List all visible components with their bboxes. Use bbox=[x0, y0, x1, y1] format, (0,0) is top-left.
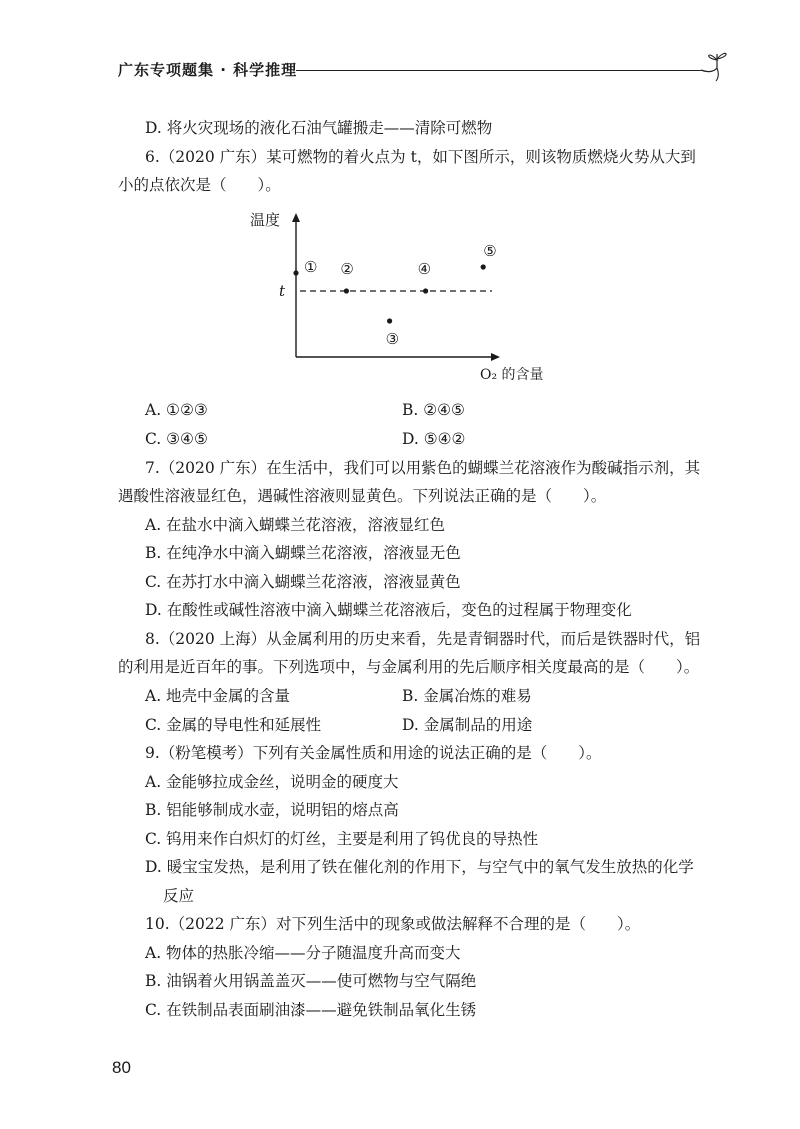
q8-stem-line1: 8.（2020 上海）从金属利用的历史来看，先是青铜器时代，而后是铁器时代，铝 bbox=[145, 630, 701, 648]
sprout-icon bbox=[698, 48, 738, 82]
page-number: 80 bbox=[112, 1058, 131, 1077]
q10-option-c: C. 在铁制品表面刷油漆——避免铁制品氧化生锈 bbox=[145, 1001, 477, 1019]
q7-option-a: A. 在盐水中滴入蝴蝶兰花溶液，溶液显红色 bbox=[145, 516, 446, 534]
q8-option-d: D. 金属制品的用途 bbox=[402, 716, 533, 734]
graph-threshold-label: t bbox=[279, 282, 286, 300]
q9-option-d-line1: D. 暖宝宝发热，是利用了铁在催化剂的作用下，与空气中的氧气发生放热的化学 bbox=[145, 858, 694, 876]
q8-option-b: B. 金属冶炼的难易 bbox=[402, 687, 532, 705]
q8-option-c: C. 金属的导电性和延展性 bbox=[145, 716, 322, 734]
graph-y-axis-label: 温度 bbox=[250, 211, 281, 229]
q10-option-b: B. 油锅着火用锅盖盖灭——使可燃物与空气隔绝 bbox=[145, 972, 477, 990]
q6-stem-line2: 小的点依次是（ ）。 bbox=[118, 176, 281, 194]
q6-option-b: B. ②④⑤ bbox=[402, 401, 465, 419]
q8-stem-line2: 的利用是近百年的事。下列选项中，与金属利用的先后顺序相关度最高的是（ ）。 bbox=[118, 658, 700, 676]
graph-point-3 bbox=[387, 318, 392, 323]
graph-y-arrow bbox=[292, 213, 300, 222]
q9-option-d-line2: 反应 bbox=[163, 887, 195, 905]
q7-stem-line1: 7.（2020 广东）在生活中，我们可以用紫色的蝴蝶兰花溶液作为酸碱指示剂，其 bbox=[145, 459, 701, 477]
q9-option-b: B. 铝能够制成水壶，说明铝的熔点高 bbox=[145, 801, 399, 819]
graph-x-axis-label: O₂ 的含量 bbox=[480, 367, 544, 383]
q6-graph bbox=[248, 205, 568, 385]
header-title: 广东专项题集 · 科学推理 bbox=[118, 61, 298, 79]
q7-stem-line2: 遇酸性溶液显红色，遇碱性溶液则显黄色。下列说法正确的是（ ）。 bbox=[118, 487, 607, 505]
header-rule bbox=[296, 70, 701, 71]
q6-stem-line1: 6.（2020 广东）某可燃物的着火点为 t，如下图所示，则该物质燃烧火势从大到 bbox=[145, 148, 696, 166]
q7-option-b: B. 在纯净水中滴入蝴蝶兰花溶液，溶液显无色 bbox=[145, 544, 461, 562]
q6-option-c: C. ③④⑤ bbox=[145, 430, 208, 448]
q6-option-a: A. ①②③ bbox=[145, 401, 208, 419]
q9-option-a: A. 金能够拉成金丝，说明金的硬度大 bbox=[145, 773, 399, 791]
page-header bbox=[118, 52, 718, 82]
q9-option-c: C. 钨用来作白炽灯的灯丝，主要是利用了钨优良的导热性 bbox=[145, 830, 539, 848]
graph-point-label-3: ③ bbox=[385, 330, 400, 348]
q6-option-d: D. ⑤④② bbox=[402, 430, 466, 448]
graph-point-label-5: ⑤ bbox=[483, 242, 497, 260]
graph-point-2 bbox=[344, 288, 349, 293]
graph-point-5 bbox=[481, 264, 486, 269]
q10-stem: 10.（2022 广东）对下列生活中的现象或做法解释不合理的是（ ）。 bbox=[145, 915, 641, 933]
graph-point-4 bbox=[423, 288, 428, 293]
q7-option-c: C. 在苏打水中滴入蝴蝶兰花溶液，溶液显黄色 bbox=[145, 573, 461, 591]
q7-option-d: D. 在酸性或碱性溶液中滴入蝴蝶兰花溶液后，变色的过程属于物理变化 bbox=[145, 601, 632, 619]
graph-point-label-4: ④ bbox=[417, 260, 432, 278]
q8-option-a: A. 地壳中金属的含量 bbox=[145, 687, 291, 705]
graph-point-label-1: ① bbox=[304, 258, 318, 276]
graph-point-1 bbox=[293, 270, 298, 275]
q9-stem: 9.（粉笔模考）下列有关金属性质和用途的说法正确的是（ ）。 bbox=[145, 744, 602, 762]
graph-point-label-2: ② bbox=[340, 260, 354, 278]
q5-option-d: D. 将火灾现场的液化石油气罐搬走——清除可燃物 bbox=[145, 119, 493, 137]
q10-option-a: A. 物体的热胀冷缩——分子随温度升高而变大 bbox=[145, 944, 461, 962]
graph-x-arrow bbox=[491, 353, 500, 361]
